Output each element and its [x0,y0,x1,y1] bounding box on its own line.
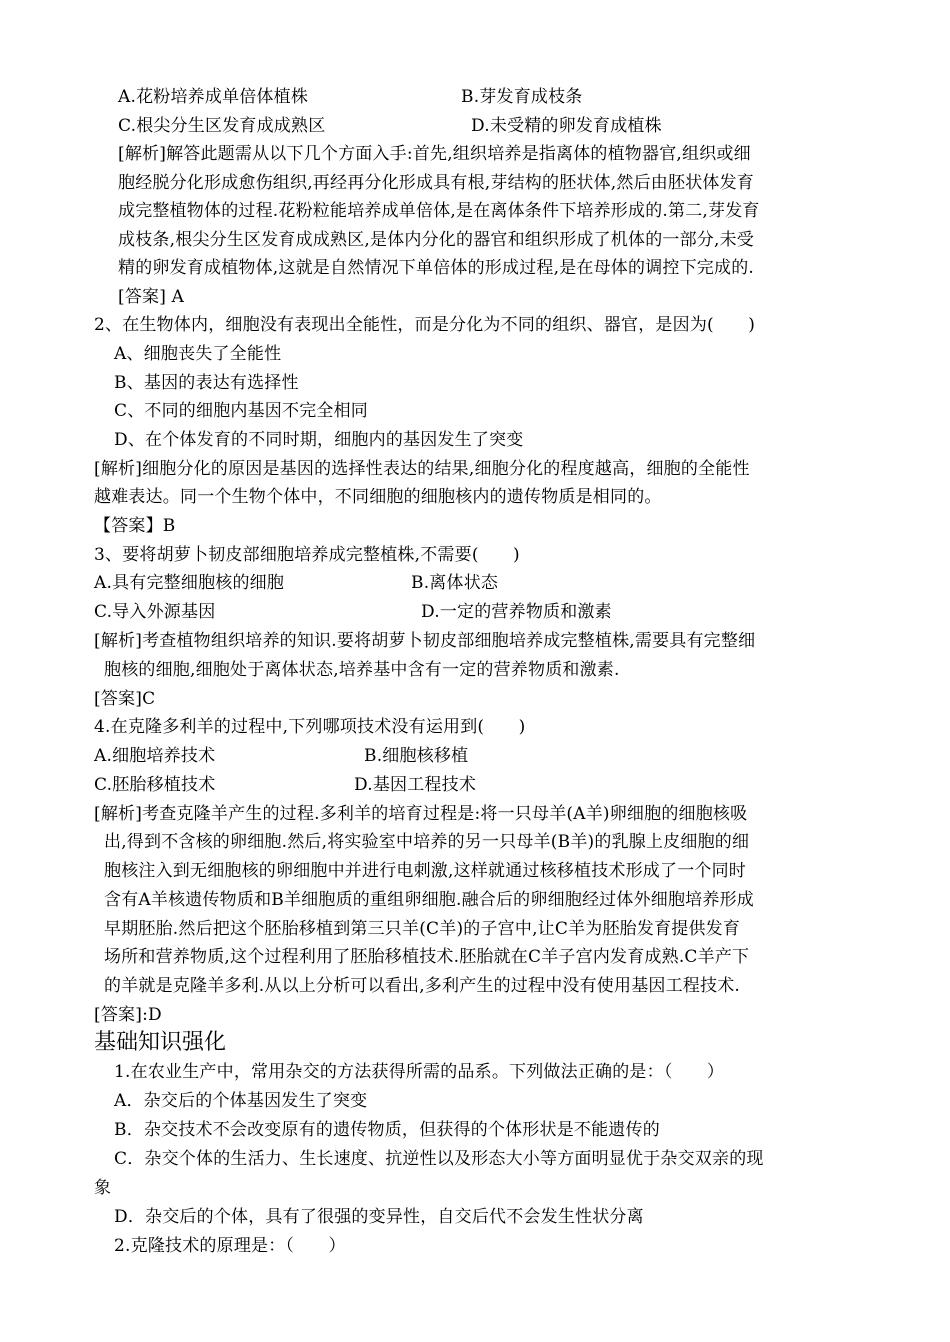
q3-stem: 3、要将胡萝卜韧皮部细胞培养成完整植株,不需要( ) [94,545,520,565]
q4-analysis-line: 早期胚胎.然后把这个胚胎移植到第三只羊(C羊)的子宫中,让C羊为胚胎发育提供发育 [104,919,741,939]
q4-analysis-line: 出,得到不含核的卵细胞.然后,将实验室中培养的另一只母羊(B羊)的乳腺上皮细胞的细 [104,832,750,852]
q1-option-d: D.未受精的卵发育成植株 [471,116,662,136]
q3-analysis-line: 胞核的细胞,细胞处于离体状态,培养基中含有一定的营养物质和激素. [104,660,620,680]
q1-analysis-line: 成完整植物体的过程.花粉粒能培养成单倍体,是在离体条件下培养形成的.第二,芽发育 [118,201,760,221]
q1-option-b: B.芽发育成枝条 [461,87,583,107]
q1-analysis-line: [解析]解答此题需从以下几个方面入手:首先,组织培养是指离体的植物器官,组织或细 [118,144,751,164]
b1-option-d: D．杂交后的个体，具有了很强的变异性，自交后代不会发生性状分离 [114,1207,644,1227]
q4-option-c: C.胚胎移植技术 [94,775,216,795]
b2-stem: 2.克隆技术的原理是：（ ） [114,1236,346,1256]
q4-option-a: A.细胞培养技术 [94,746,216,766]
q1-analysis-line: 精的卵发育成植物体,这就是自然情况下单倍体的形成过程,是在母体的调控下完成的. [118,258,755,278]
q4-analysis-line: [解析]考查克隆羊产生的过程.多利羊的培育过程是:将一只母羊(A羊)卵细胞的细胞核吸 [94,804,748,824]
q4-analysis-line: 含有A羊核遗传物质和B羊细胞质的重组卵细胞.融合后的卵细胞经过体外细胞培养形成 [104,890,754,910]
q1-answer: [答案] A [118,287,185,307]
q2-stem: 2、在生物体内，细胞没有表现出全能性，而是分化为不同的组织、器官，是因为( ) [94,315,756,335]
q1-option-a: A.花粉培养成单倍体植株 [118,87,309,107]
q4-analysis-line: 胞核注入到无细胞核的卵细胞中并进行电刺激,这样就通过核移植技术形成了一个同时 [104,861,747,881]
q3-option-a: A.具有完整细胞核的细胞 [94,573,285,593]
q1-analysis-line: 胞经脱分化形成愈伤组织,再经再分化形成具有根,芽结构的胚状体,然后由胚状体发育 [118,173,755,193]
q4-answer: [答案]:D [94,1005,162,1025]
q2-analysis-line: 越难表达。同一个生物个体中，不同细胞的细胞核内的遗传物质是相同的。 [94,487,662,507]
q2-option-a: A、细胞丧失了全能性 [114,344,282,364]
b1-stem: 1.在农业生产中，常用杂交的方法获得所需的品系。下列做法正确的是：（ ） [114,1062,725,1082]
q4-analysis-line: 的羊就是克隆羊多利.从以上分析可以看出,多利产生的过程中没有使用基因工程技术. [104,976,741,996]
q4-option-d: D.基因工程技术 [354,775,477,795]
q2-analysis-line: [解析]细胞分化的原因是基因的选择性表达的结果,细胞分化的程度越高，细胞的全能性 [94,459,750,479]
q1-option-c: C.根尖分生区发育成成熟区 [118,116,326,136]
q3-answer: [答案]C [94,689,156,709]
q4-stem: 4.在克隆多利羊的过程中,下列哪项技术没有运用到( ) [94,717,526,737]
q2-answer: 【答案】B [94,516,176,536]
q3-option-c: C.导入外源基因 [94,602,216,622]
q2-option-b: B、基因的表达有选择性 [114,373,299,393]
b1-option-b: B．杂交技术不会改变原有的遗传物质，但获得的个体形状是不能遗传的 [114,1120,660,1140]
q4-analysis-line: 场所和营养物质,这个过程利用了胚胎移植技术.胚胎就在C羊子宫内发育成熟.C羊产下 [104,947,750,967]
q3-analysis-line: [解析]考查植物组织培养的知识.要将胡萝卜韧皮部细胞培养成完整植株,需要具有完整细 [94,631,756,651]
q2-option-d: D、在个体发育的不同时期，细胞内的基因发生了突变 [114,430,524,450]
q4-option-b: B.细胞核移植 [364,746,469,766]
q1-analysis-line: 成枝条,根尖分生区发育成成熟区,是体内分化的器官和组织形成了机体的一部分,未受 [118,230,755,250]
b1-option-a: A．杂交后的个体基因发生了突变 [114,1091,368,1111]
b1-option-c-continued: 象 [94,1178,112,1198]
q2-option-c: C、不同的细胞内基因不完全相同 [114,401,369,421]
b1-option-c: C．杂交个体的生活力、生长速度、抗逆性以及形态大小等方面明显优于杂交双亲的现 [114,1149,764,1169]
q3-option-b: B.离体状态 [411,573,499,593]
q3-option-d: D.一定的营养物质和激素 [421,602,612,622]
section-title: 基础知识强化 [94,1030,227,1055]
